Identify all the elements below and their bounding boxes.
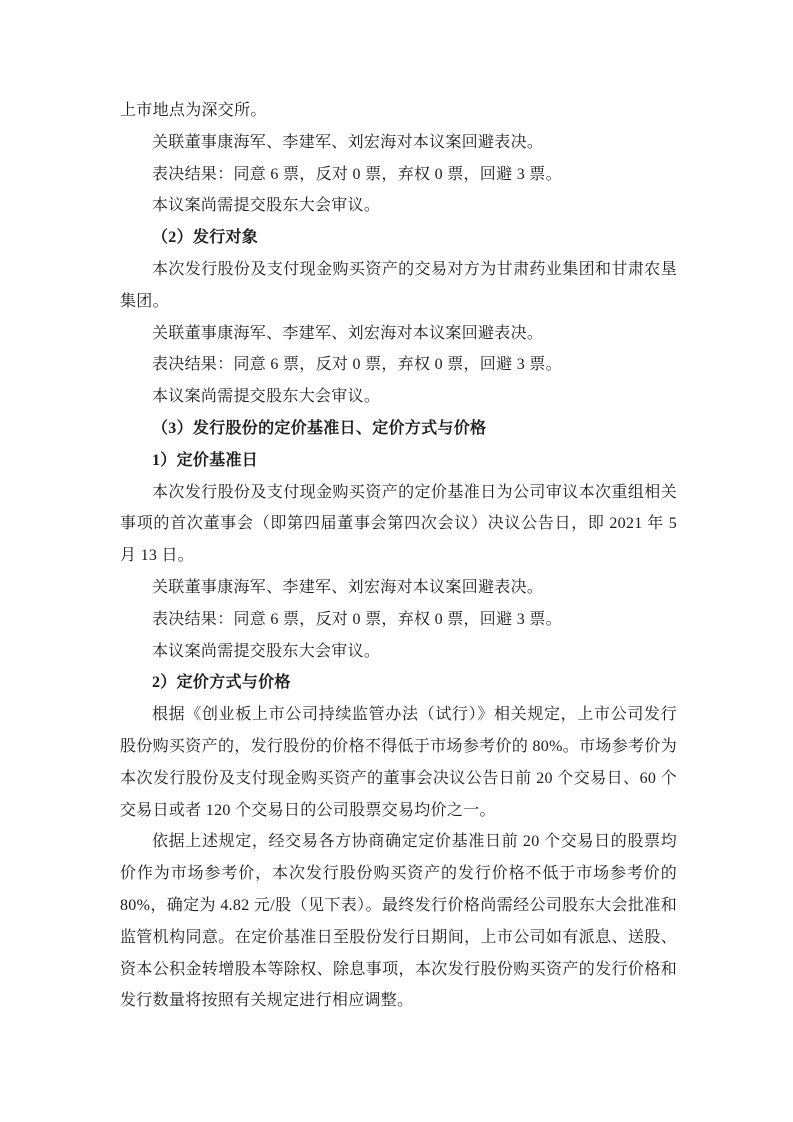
body-paragraph: 表决结果：同意 6 票，反对 0 票，弃权 0 票，回避 3 票。 [152, 356, 562, 374]
body-paragraph: 表决结果：同意 6 票，反对 0 票，弃权 0 票，回避 3 票。 [152, 610, 562, 628]
section-heading: 2）定价方式与价格 [152, 674, 291, 692]
body-paragraph: 本议案尚需提交股东大会审议。 [152, 197, 381, 215]
body-paragraph: 本议案尚需提交股东大会审议。 [152, 642, 381, 660]
document-body [120, 95, 677, 1017]
body-paragraph: 关联董事康海军、李建军、刘宏海对本议案回避表决。 [152, 578, 544, 596]
body-paragraph: 本次发行股份及支付现金购买资产的定价基准日为公司审议本次重组相关事项的首次董事会（即第四届董事会第四次会议）决议公告日，即 2021 年 5 月 13 日。 [120, 483, 677, 565]
body-paragraph: 本次发行股份及支付现金购买资产的交易对方为甘肃药业集团和甘肃农垦集团。 [120, 260, 677, 310]
section-heading: （3）发行股份的定价基准日、定价方式与价格 [152, 419, 487, 437]
body-paragraph: 依据上述规定，经交易各方协商确定定价基准日前 20 个交易日的股票均价作为市场参考价，本次发行股份购买资产的发行价格不低于市场参考价的 80%，确定为 4.82 元/股（见下表）。最终发行价格尚需经公司股东大会批准和监管机构同意。在定价基准日至股份发行日期间，上市公司如有派息、送股、资本公积金转增股本等除权、除息事项，本次发行股份购买资产的发行价格和发行数量将按照有关规定进行相应调整。 [120, 833, 677, 1010]
body-paragraph: 关联董事康海军、李建军、刘宏海对本议案回避表决。 [152, 324, 544, 342]
body-paragraph: 本议案尚需提交股东大会审议。 [152, 388, 381, 406]
body-paragraph: 根据《创业板上市公司持续监管办法（试行）》相关规定，上市公司发行股份购买资产的，发行股份的价格不得低于市场参考价的 80%。市场参考价为本次发行股份及支付现金购买资产的董事会决议公告日前 20 个交易日、60 个交易日或者 120 个交易日的公司股票交易均价之一。 [120, 706, 677, 819]
body-paragraph: 上市地点为深交所。 [120, 102, 267, 119]
body-paragraph: 表决结果：同意 6 票，反对 0 票，弃权 0 票，回避 3 票。 [152, 165, 562, 183]
section-heading: （2）发行对象 [152, 229, 259, 247]
body-paragraph: 关联董事康海军、李建军、刘宏海对本议案回避表决。 [152, 133, 544, 151]
section-heading: 1）定价基准日 [152, 451, 259, 469]
